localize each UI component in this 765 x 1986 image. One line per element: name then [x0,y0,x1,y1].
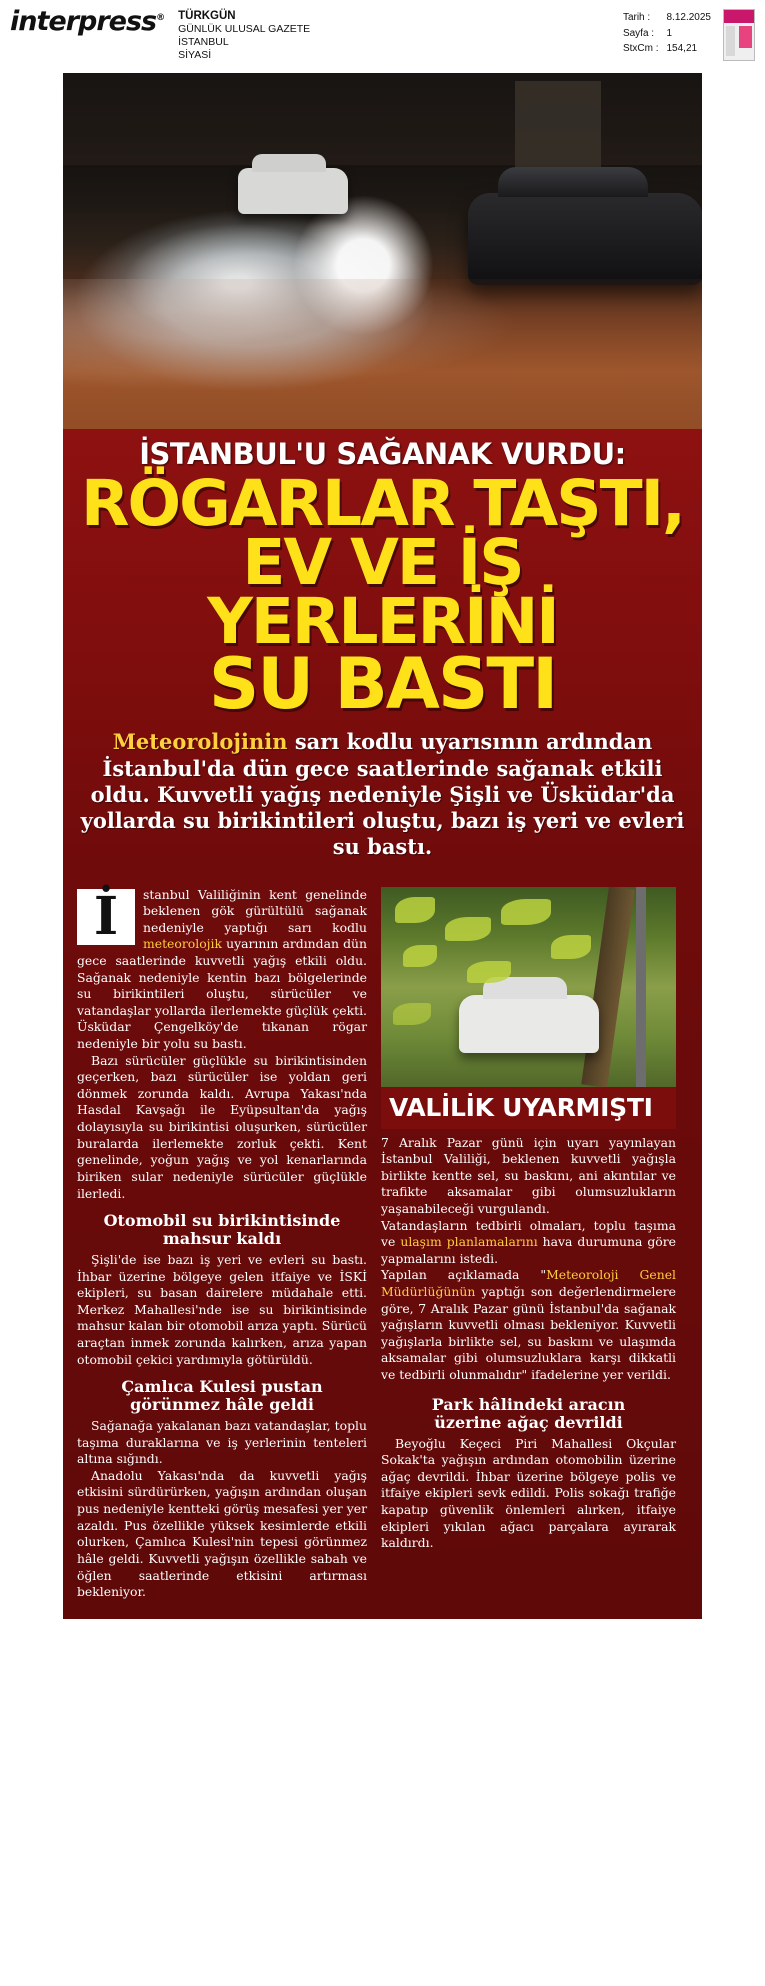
parked-car [459,995,599,1053]
paragraph: Anadolu Yakası'nda da kuvvetli yağış etkisini sürdürürken, yağışın ardından oluşan pus nedeniyle kentteki görüş mesafesi yer yer azaldı. Pus özellikle yüksek kesimlerde etkili olurken, Çamlıca Kulesi'nin tepesi görünmez hâle geldi. Kuvvetli yağışın özellikle sabah ve öğlen saatlerinde etkisini artırması bekleniyor. [77,1467,367,1600]
meta-row [623,27,711,41]
right-text-block-2 [381,1436,676,1552]
paragraph [381,1218,676,1268]
subheading-line: görünmez hâle geldi [130,1395,314,1415]
paragraph: Bazı sürücüler güçlükle su birikintisinden geçerken, bazı sürücüler ise yoldan geri dönmek zorunda kaldı. Avrupa Yakası'nda Hasdal Kavşağı ile Eyüpsultan'da yağış dolayısıyla su birikintisi oluşurken, sürücüler buralarda ilerlemekte zorluk çekti. Kent genelinde, yoğun yağış ve yol kenarlarında biriken sular nedeniyle sürücüler güçlükle ilerledi. [77,1052,367,1201]
meta-value: 1 [666,27,673,39]
logo-text: interpress [10,6,157,37]
para-text-a: Vatandaşların tedbirli olmaları, toplu taşıma ve [381,1217,676,1250]
subheading-line: Çamlıca Kulesi pustan [121,1377,323,1397]
secondary-photo [381,887,676,1087]
right-column [381,887,676,1601]
right-text-block [381,1135,676,1384]
article-standfirst [77,729,688,860]
para-text-b: uyarının ardından dün gece saatlerinde kuvvetli yağış etkili oldu. Sağanak nedeniyle kentin bazı bölgelerinde su birikintileri oluştu, sürücüler ve vatandaşlar yollarda ilerlemekte güçlük çekti. Üsküdar Çengelköy'de tıkanan rögar nedeniyle bir yolu su bastı. [77,936,367,1052]
paragraph [381,1267,676,1383]
meta-table [621,9,713,58]
para-space [619,1267,640,1282]
subheading-2 [77,1378,367,1414]
left-text-block [77,887,367,1203]
section-bar: VALİLİK UYARMIŞTI [381,1087,676,1129]
subheading-line: üzerine ağaç devrildi [434,1412,623,1432]
subheading-1 [77,1212,367,1248]
subheading-line: Otomobil su birikintisinde [103,1211,341,1231]
headline-line-3: SU BASTI [208,642,557,725]
standfirst-text: sarı kodlu uyarısının ardından İstanbul'da dün gece saatlerinde sağanak etkili oldu. Kuvvetli yağış nedeniyle Şişli ve Üsküdar'da yollarda su birikintileri oluştu, bazı iş yeri ve evleri su bastı. [80,729,685,860]
para-text-a: stanbul Valiliğinin kent genelinde beklenen gök gürültülü sağanak nedeniyle yaptığı sarı kodlu [143,886,367,935]
paragraph: Şişli'de ise bazı iş yeri ve evleri su bastı. İhbar üzerine bölgeye gelen itfaiye ve İSKİ ekipleri, su basan dairelere müdahale etti. Merkez Mahallesi'nde ise su birikintisinde mahsur kalan bir otomobil arıza yaptı. Sürücü araçtan inmek zorunda kalırken, arıza yapan otomobil çekici yardımıyla götürüldü. [77,1251,367,1367]
para-highlight: meteorolojik [143,936,222,952]
dropcap-letter: İ [93,885,119,947]
subheading-line: Park hâlindeki aracın [431,1394,626,1414]
left-column [77,887,367,1601]
publication-city: İSTANBUL [178,35,229,48]
main-photo [63,73,702,429]
standfirst-highlight: Meteorolojinin [112,729,288,755]
publication-name: TÜRKGÜN [178,10,236,22]
subheading-3 [381,1396,676,1432]
headline-line-2: EV VE İŞ YERLERİNİ [207,526,558,659]
para-text-b: yaptığı son değerlendirmelere göre, 7 Aralık Pazar günü İstanbul'da sağanak yağışların kuvvetli olması bekleniyor. Kuvvetli yağışlarla birlikte sel, su baskını ve ulaşımda aksamalar gibi olumsuzluklara karşı dikkatli ve tedbirli olunmalıdır" ifadelerine yer verildi. [381,1284,676,1383]
para-highlight: Meteoroloji [546,1267,619,1283]
meta-row [623,11,711,25]
article-clipping [63,73,702,1618]
meta-key: Sayfa : [622,27,655,39]
para-text-b: hava durumuna göre yapmalarını istedi. [381,1234,676,1266]
meta-row [623,42,711,56]
article-kicker: İSTANBUL'U SAĞANAK VURDU: [139,437,626,472]
meta-value: 8.12.2025 [666,12,711,23]
paragraph: Sağanağa yakalanan bazı vatandaşlar, toplu taşıma duraklarına ve iş yerlerinin tenteleri altına sığındı. [77,1418,367,1467]
headline-block [63,429,702,876]
interpress-logo [10,6,164,37]
para-highlight-2: Genel Müdürlüğünün [381,1267,676,1300]
publication-category: SİYASİ [178,48,212,61]
dark-car [468,193,702,285]
paragraph: 7 Aralık Pazar günü için uyarı yayınlayan İstanbul Valiliği, beklenen kuvvetli yağışla birlikte kentte sel, su baskını, ani akıntılar ve trafikte aksamalar gibi olumsuzlukların yaşanabileceği vurgulandı. [381,1134,676,1216]
meta-key: StxCm : [622,43,659,54]
para-highlight: ulaşım planlamalarını [400,1234,538,1250]
para-text-a: Yapılan açıklamada " [381,1267,547,1283]
meta-value: 154,21 [666,43,698,54]
white-car [238,168,348,214]
clipping-meta [621,6,755,61]
subheading-line: mahsur kaldı [162,1229,282,1249]
headline-line-1: RÖGARLAR TAŞTI, [81,466,684,540]
dropcap [77,885,135,947]
article-body [63,877,702,1619]
paragraph: Beyoğlu Keçeci Piri Mahallesi Okçular Sokak'ta yağışın ardından otomobilin üzerine ağaç devrildi. İhbar üzerine bölgeye polis ve itfaiye ekipleri sevk edildi. Polis sokağı trafiğe kapatıp güvenlik önlemleri alırken, itfaiye ekipleri yıkılan ağacı parçalara ayırarak kaldırdı. [381,1435,676,1551]
page-thumbnail [723,9,755,61]
logo-mark: ® [156,13,165,23]
clipping-header [0,0,765,65]
publication-type: GÜNLÜK ULUSAL GAZETE [178,23,311,36]
publication-info [178,6,310,61]
left-text-block-2 [77,1252,367,1368]
meta-key: Tarih : [622,12,651,23]
left-text-block-3 [77,1418,367,1601]
